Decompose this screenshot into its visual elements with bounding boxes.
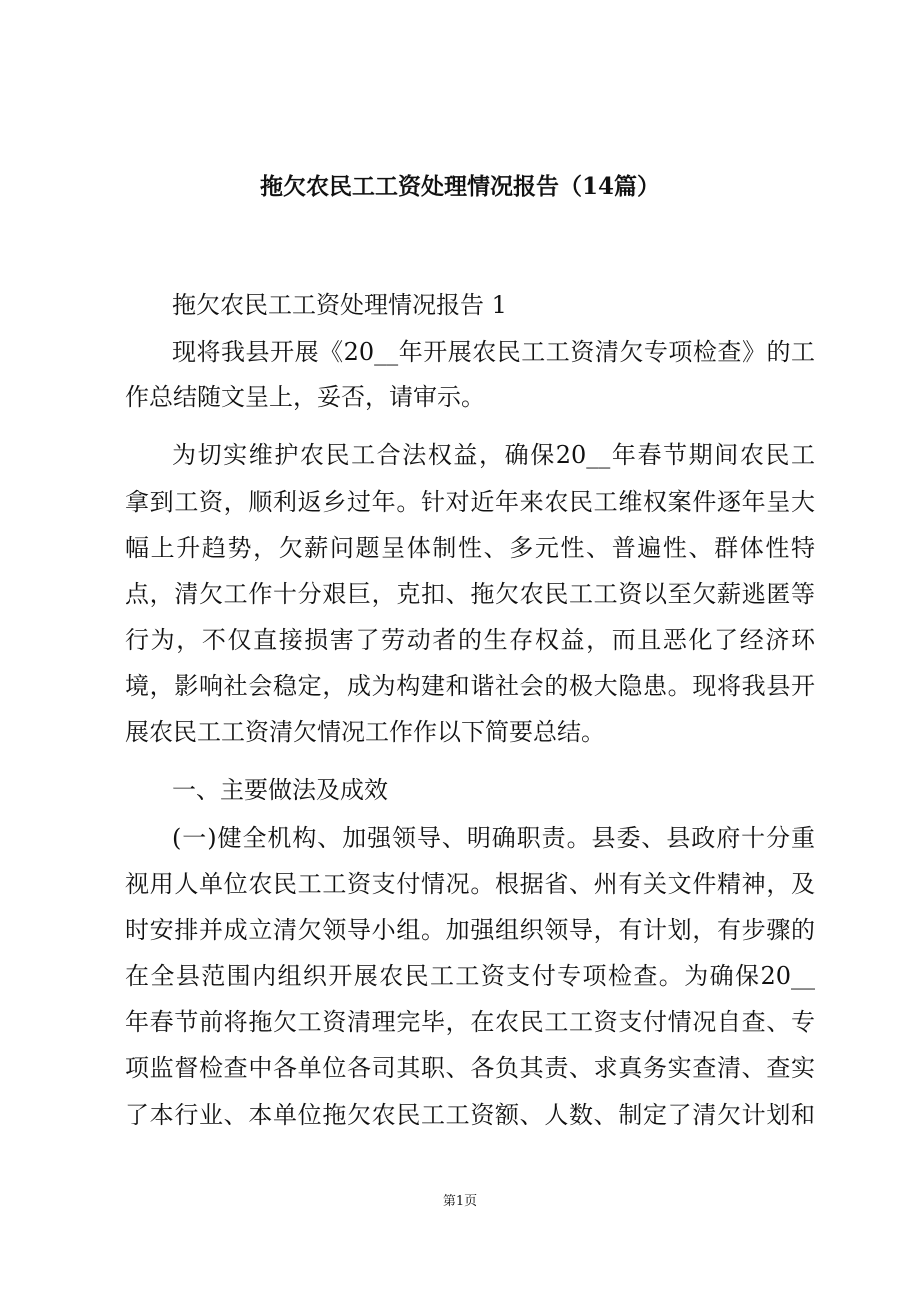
- text-line: (一)健全机构、加强领导、明确职责。县委、县政府十分重: [172, 824, 815, 852]
- text-line: 展农民工工资清欠情况工作作以下简要总结。: [125, 718, 605, 746]
- section-heading: 拖欠农民工工资处理情况报告 1: [172, 291, 507, 319]
- document-title: 拖欠农民工工资处理情况报告（14篇）: [259, 173, 660, 200]
- text-line: 点，清欠工作十分艰巨，克扣、拖欠农民工工资以至欠薪逃匿等: [125, 580, 815, 608]
- text-line: 境，影响社会稳定，成为构建和谐社会的极大隐患。现将我县开: [125, 672, 815, 700]
- text-line: 拿到工资，顺利返乡过年。针对近年来农民工维权案件逐年呈大: [125, 488, 815, 516]
- text-line: 了本行业、本单位拖欠农民工工资额、人数、制定了清欠计划和: [125, 1101, 815, 1129]
- text-line: 为切实维护农民工合法权益，确保20__年春节期间农民工: [172, 441, 815, 469]
- text-line: 项监督检查中各单位各司其职、各负其责、求真务实查清、查实: [125, 1054, 815, 1082]
- text-line: 幅上升趋势，欠薪问题呈体制性、多元性、普遍性、群体性特: [125, 534, 815, 562]
- page-number: 第1页: [442, 1194, 478, 1209]
- text-line: 年春节前将拖欠工资清理完毕，在农民工工资支付情况自查、专: [125, 1008, 815, 1036]
- text-line: 在全县范围内组织开展农民工工资支付专项检查。为确保20__: [125, 962, 815, 990]
- text-line: 现将我县开展《20__年开展农民工工资清欠专项检查》的工: [172, 338, 815, 366]
- text-line: 行为，不仅直接损害了劳动者的生存权益，而且恶化了经济环: [125, 626, 815, 654]
- text-line: 时安排并成立清欠领导小组。加强组织领导，有计划，有步骤的: [125, 916, 815, 944]
- subheading: 一、主要做法及成效: [172, 776, 388, 804]
- text-line: 作总结随文呈上，妥否，请审示。: [125, 383, 485, 411]
- text-line: 视用人单位农民工工资支付情况。根据省、州有关文件精神，及: [125, 870, 815, 898]
